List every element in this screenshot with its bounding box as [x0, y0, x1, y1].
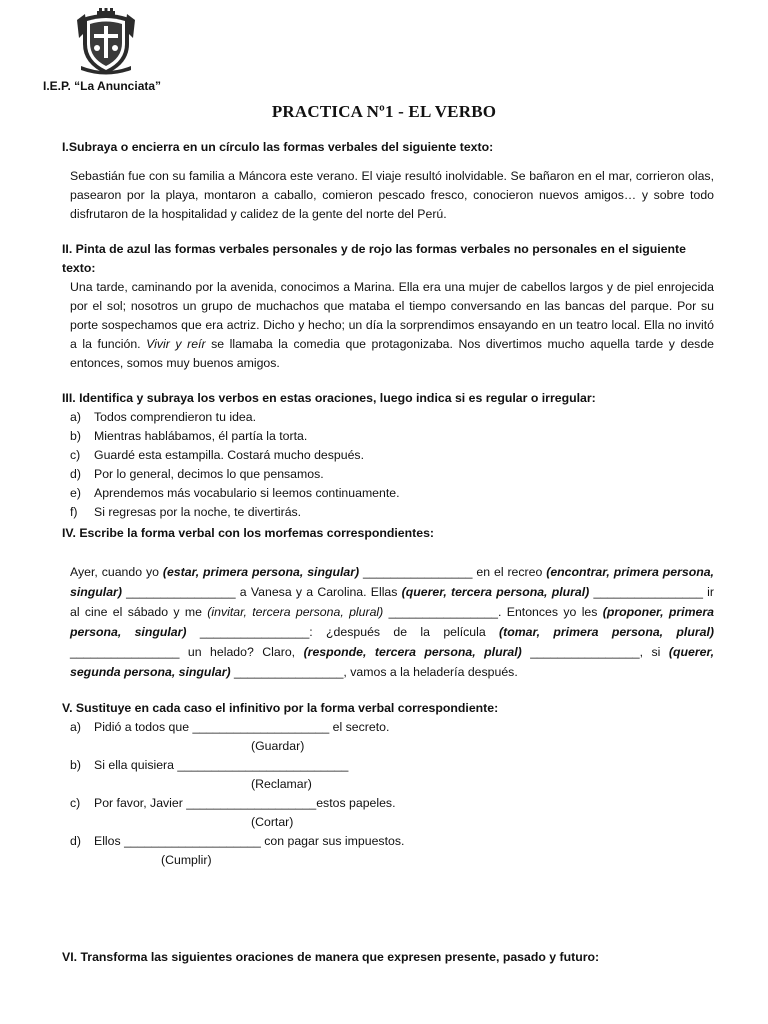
- list-item: [70, 408, 714, 427]
- list-item: [70, 465, 714, 484]
- text-segment: ________________ ir al cine el sábado y me: [70, 585, 714, 619]
- item-text: Si regresas por la noche, te divertirás.: [94, 505, 302, 519]
- text-segment: ________________ en el recreo: [359, 565, 547, 579]
- item-label: c): [70, 448, 81, 462]
- school-name: I.E.P. “La Anunciata”: [43, 79, 162, 93]
- exercise-4: [62, 524, 714, 682]
- item-text: Ellos ____________________ con pagar sus impuestos.: [94, 834, 405, 848]
- infinitive-hint: (Cortar): [251, 815, 294, 829]
- text-segment: ________________: ¿después de la película: [186, 625, 500, 639]
- text-segment: (querer, segunda persona, singular): [70, 645, 714, 679]
- text-segment: Una tarde, caminando por la avenida, conocimos a Marina. Ella era una mujer de cabellos largos y de piel enrojecida por el sol; nosotros un grupo de muchachos que mataba el tiempo conversando en las bancas del parque. Por su porte sospechamos que era actriz. Dicho y hecho; un día la sorprendimos ensayando en un teatro local. Ella no invitó a la función.: [70, 280, 714, 351]
- item-label: b): [70, 758, 81, 772]
- exercise-2-text: [70, 278, 714, 373]
- text-segment: (invitar, tercera persona, plural): [207, 605, 384, 619]
- exercise-2-heading: II. Pinta de azul las formas verbales personales y de rojo las formas verbales no personales en el siguiente texto:: [62, 242, 686, 275]
- text-segment: (querer, tercera persona, plural): [401, 585, 590, 599]
- list-item: [70, 446, 714, 465]
- text-segment: ________________, vamos a la heladería después.: [230, 665, 518, 679]
- text-segment: ________________. Entonces yo les: [383, 605, 603, 619]
- exercise-5: [62, 699, 714, 870]
- exercise-1-text: [70, 167, 714, 224]
- list-item: [70, 503, 714, 522]
- infinitive-hint: (Reclamar): [251, 777, 312, 791]
- exercise-4-text: [70, 562, 714, 682]
- item-text: Guardé esta estampilla. Costará mucho después.: [94, 448, 364, 462]
- item-text: Aprendemos más vocabulario si leemos continuamente.: [94, 486, 400, 500]
- infinitive-hint: (Cumplir): [161, 853, 212, 867]
- exercise-3-list: [62, 408, 714, 522]
- list-item: [70, 794, 714, 813]
- item-label: f): [70, 505, 78, 519]
- text-segment: Ayer, cuando yo: [70, 565, 163, 579]
- infinitive-hint: (Guardar): [251, 739, 305, 753]
- text-segment: (responde, tercera persona, plural): [303, 645, 522, 659]
- list-item: [70, 756, 714, 775]
- text-segment: (encontrar, primera persona, singular): [70, 565, 714, 599]
- item-label: e): [70, 486, 81, 500]
- page-title: PRACTICA Nº1 - EL VERBO: [271, 102, 497, 121]
- text-segment: ________________, si: [521, 645, 669, 659]
- school-crest-icon: [75, 8, 137, 76]
- item-label: d): [70, 467, 81, 481]
- text-segment: ________________ un helado? Claro,: [70, 645, 304, 659]
- text-segment: ________________ a Vanesa y a Carolina. Ellas: [121, 585, 402, 599]
- text-segment: (tomar, primera persona, plural): [499, 625, 714, 639]
- exercises: [62, 138, 714, 870]
- list-item: [70, 832, 714, 851]
- item-text: Mientras hablábamos, él partía la torta.: [94, 429, 308, 443]
- item-label: d): [70, 834, 81, 848]
- exercise-1-heading: I.Subraya o encierra en un círculo las formas verbales del siguiente texto:: [62, 140, 494, 154]
- item-text: Por lo general, decimos lo que pensamos.: [94, 467, 324, 481]
- exercise-5-heading: V. Sustituye en cada caso el infinitivo por la forma verbal correspondiente:: [62, 701, 499, 715]
- item-label: a): [70, 720, 81, 734]
- exercise-3: [62, 389, 714, 522]
- text-segment: Sebastián fue con su familia a Máncora este verano. El viaje resultó inolvidable. Se bañaron en el mar, corrieron olas, pasearon por la playa, montaron a caballo, comieron pescado fresco, conocieron nuevos amigos… y sobre todo disfrutaron de la hospitalidad y calidez de la gente del norte del Perú.: [70, 169, 714, 221]
- list-item: [70, 427, 714, 446]
- list-item: [70, 718, 714, 737]
- exercise-6-heading: VI. Transforma las siguientes oraciones de manera que expresen presente, pasado y futuro:: [62, 950, 600, 964]
- exercise-1: [62, 138, 714, 224]
- text-segment: se llamaba la comedia que protagonizaba. Nos divertimos mucho aquella tarde y desde entonces, somos muy buenos amigos.: [70, 337, 714, 370]
- item-label: b): [70, 429, 81, 443]
- exercise-5-list: [62, 718, 714, 870]
- item-text: Pidió a todos que ____________________ el secreto.: [94, 720, 390, 734]
- exercise-2: [62, 240, 714, 373]
- text-segment: Vivir y reír: [146, 337, 206, 351]
- text-segment: (proponer, primera persona, singular): [70, 605, 714, 639]
- item-text: Si ella quisiera _________________________: [94, 758, 349, 772]
- exercise-4-heading: IV. Escribe la forma verbal con los morfemas correspondientes:: [62, 526, 435, 540]
- item-text: Todos comprendieron tu idea.: [94, 410, 257, 424]
- item-text: Por favor, Javier ___________________estos papeles.: [94, 796, 396, 810]
- exercise-3-heading: III. Identifica y subraya los verbos en estas oraciones, luego indica si es regular o irregular:: [62, 391, 596, 405]
- item-label: c): [70, 796, 81, 810]
- list-item: [70, 484, 714, 503]
- exercise-6: [62, 948, 714, 967]
- item-label: a): [70, 410, 81, 424]
- text-segment: (estar, primera persona, singular): [162, 565, 360, 579]
